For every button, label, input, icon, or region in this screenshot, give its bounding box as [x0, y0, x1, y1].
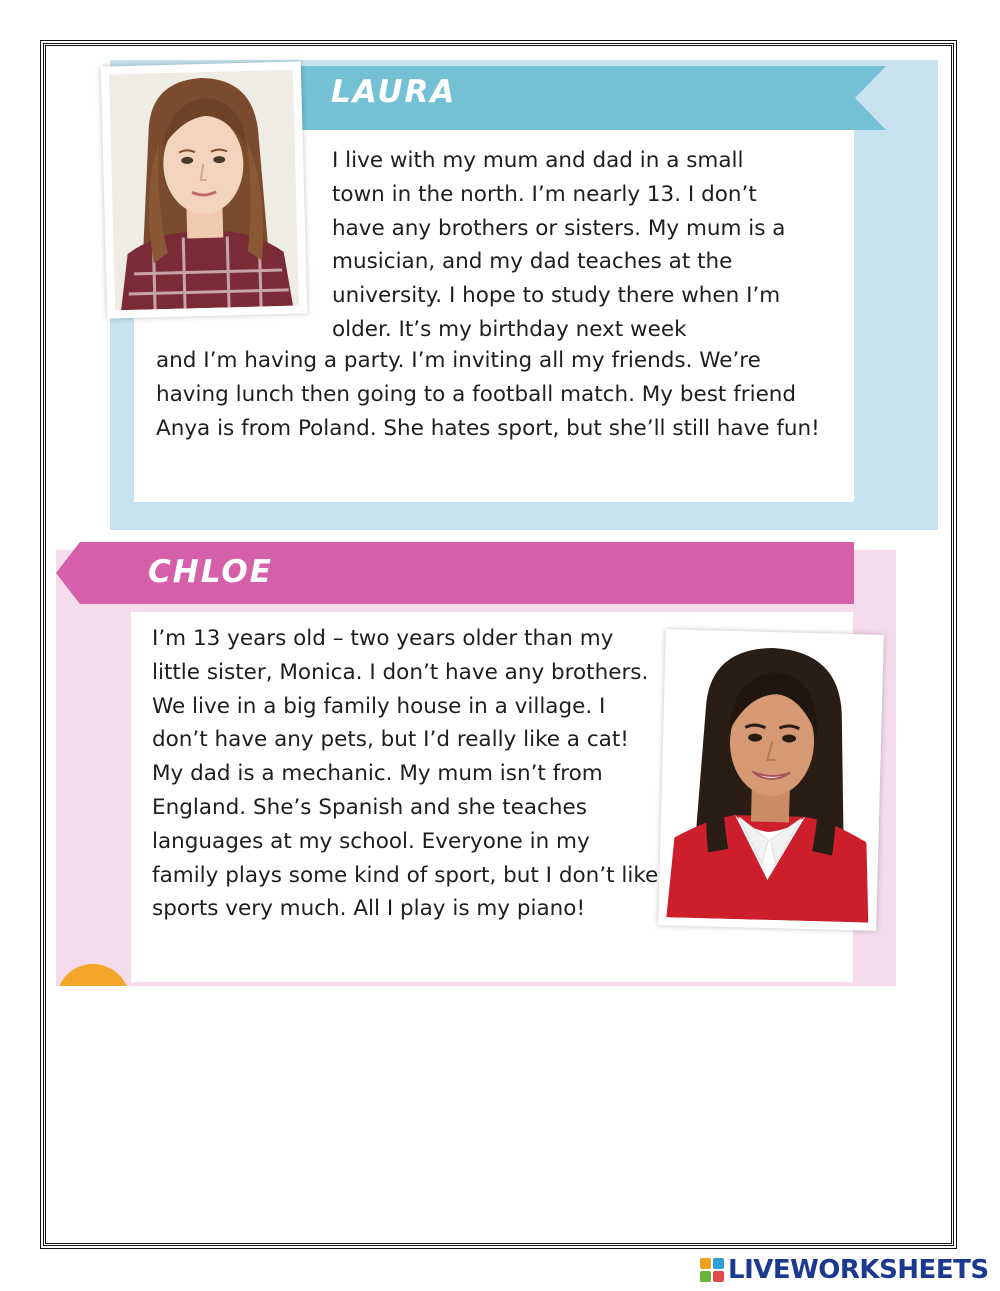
laura-name: LAURA — [331, 74, 457, 110]
laura-portrait-illustration — [109, 70, 299, 311]
chloe-name: CHLOE — [148, 554, 273, 590]
liveworksheets-logo — [700, 1254, 989, 1286]
chloe-paragraph: I’m 13 years old – two years older than my little sister, Monica. I don’t have any brothers. We live in a big family house in a village. I don’t have any pets, but I’d really like a cat! My dad is a mechanic. My mum isn’t from England. She’s Spanish and she teaches languages at my school. Everyone in my family plays some kind of sport, but I don’t like sports very much. All I play is my piano! — [152, 626, 659, 922]
chloe-portrait-illustration — [666, 637, 875, 922]
textbook-scan — [56, 50, 948, 986]
laura-photo — [101, 61, 308, 318]
logo-icon — [700, 1258, 724, 1282]
logo-text: LIVEWORKSHEETS — [728, 1255, 989, 1285]
chloe-photo — [658, 629, 884, 931]
laura-paragraph-bottom: and I’m having a party. I’m inviting all my friends. We’re having lunch then going to a football match. My best friend Anya is from Poland. She hates sport, but she’ll still have fun! — [156, 348, 820, 441]
laura-paragraph-top: I live with my mum and dad in a small town in the north. I’m nearly 13. I don’t have any brothers or sisters. My mum is a musician, and my dad teaches at the university. I hope to study there when I’m older. It’s my birthday next week — [332, 148, 786, 342]
